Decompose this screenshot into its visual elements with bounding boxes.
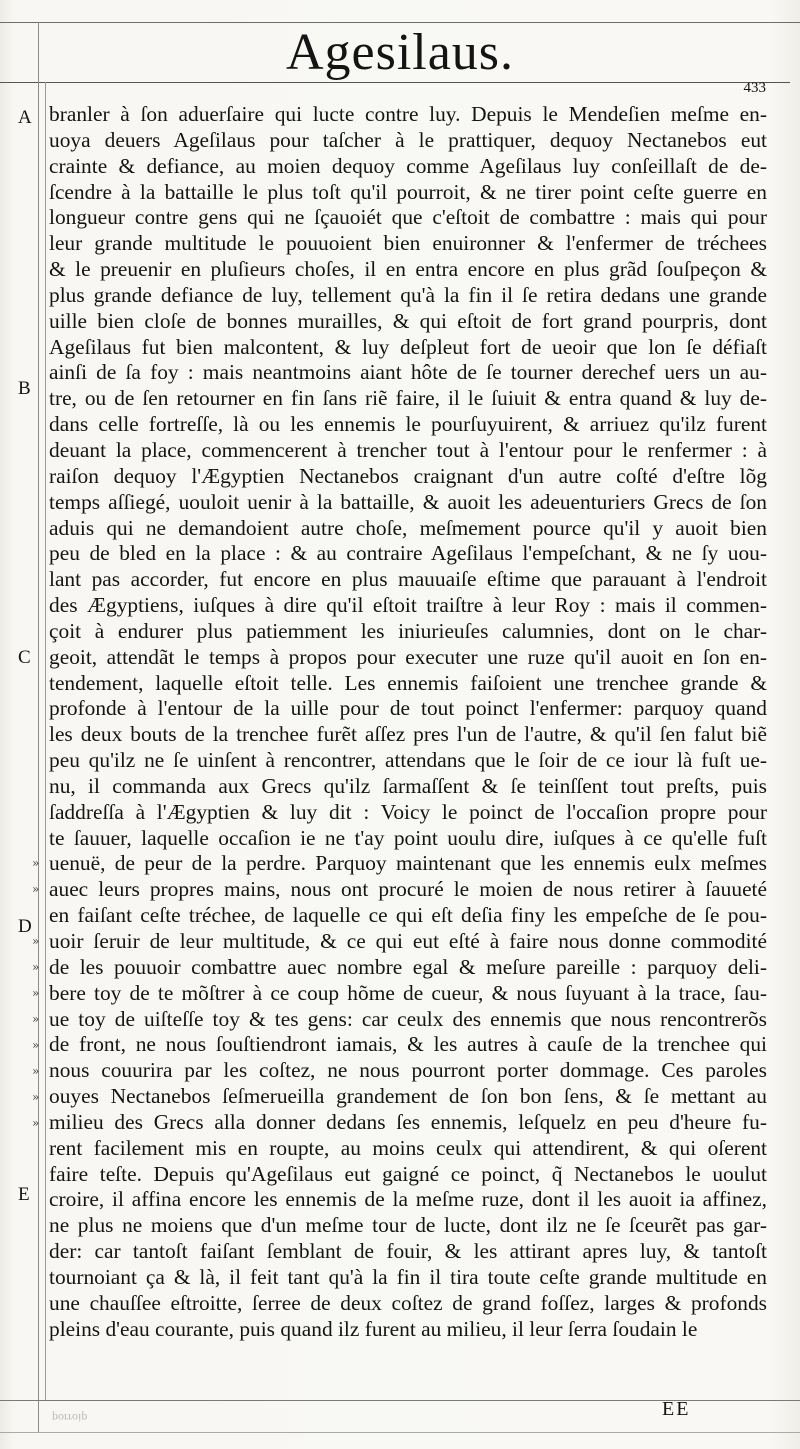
text-line: bere toy de te mõſtrer à ce coup hõme de cueur, & nous ſuyuant à la trace, ſau- — [49, 980, 767, 1005]
text-line: plus grande defiance de luy, tellement qu'à la fin il ſe retira dedans une grande — [49, 282, 767, 307]
signature-mark: EE — [662, 1398, 691, 1420]
text-line: Ageſilaus fut bien malcontent, & luy deſpleut fort de ueoir que lon ſe défiaſt — [49, 334, 767, 359]
text-line: peu de bled en la place : & au contraire Ageſilaus l'empeſchant, & ne ſy uou- — [49, 541, 767, 566]
text-line: tre, ou de ſen retourner en fin ſans riẽ faire, il le ſuiuit & entra quand & luy de- — [49, 386, 767, 411]
text-margin-rule — [45, 82, 46, 1400]
text-line: crainte & defiance, au moien dequoy comme Ageſilaus luy conſeillaſt de de- — [49, 153, 767, 178]
text-line: deuant la place, commencerent à trencher tout à l'entour pour le renfermer : à — [49, 437, 767, 462]
body-text — [49, 102, 767, 1343]
text-line: ſcendre à la battaille le plus toſt qu'il pourroit, & ne tirer point ceſte guerre en — [49, 179, 767, 204]
text-line: peu qu'ilz ne ſe uinſent à rencontrer, attendans que le ſoir de ce iour là fuſt ue- — [49, 748, 767, 773]
text-line: dans celle fortreſſe, là ou les ennemis le pourſuyuirent, & arriuez qu'ilz furent — [49, 412, 767, 437]
text-line: uoir ſeruir de leur multitude, & ce qui eut eſté à faire nous donne commodité — [49, 929, 767, 953]
text-line: milieu des Grecs alla donner dedans ſes ennemis, leſquelz en peu d'heure fu- — [49, 1109, 767, 1134]
text-line: une chauſſee eſtroitte, ſerree de deux coſtez de grand foſſez, larges & profonds — [49, 1290, 767, 1315]
section-marker-e: E — [18, 1184, 30, 1205]
text-line: lant pas accorder, fut encore en plus mauuaiſe eſtime que parauant à l'endroit — [49, 567, 767, 592]
quote-mark: » — [32, 1038, 40, 1052]
text-line: les deux bouts de la trenchee furẽt aſſez pres l'un de l'autre, & qu'il ſen falut biẽ — [49, 722, 767, 747]
text-line: rent facilement mis en roupte, au moins ceulx qui attendirent, & qui oſerent — [49, 1135, 767, 1160]
quote-mark: » — [32, 856, 40, 870]
text-line: uille bien cloſe de bonnes murailles, & qui eſtoit de fort grand pourpris, dont — [49, 308, 767, 333]
text-line: uenuë, de peur de la perdre. Parquoy maintenant que les ennemis eulx meſmes — [49, 851, 767, 876]
text-line: nous couurira par les coſtez, ne nous pourront porter dommage. Ces paroles — [49, 1058, 767, 1083]
quote-mark: » — [32, 1012, 40, 1026]
text-line: nu, il commanda aux Grecs qu'ilz ſarmaſſent & ſe teinſſent tout preſts, puis — [49, 773, 767, 798]
text-line: branler à ſon aduerſaire qui lucte contre luy. Depuis le Mendeſien meſme en- — [49, 102, 767, 126]
section-marker-d: D — [18, 916, 32, 937]
text-line: pleins d'eau courante, puis quand ilz furent au milieu, il leur ſerra ſoudain le — [49, 1316, 698, 1341]
quote-mark: » — [32, 986, 40, 1000]
bleed-through-text: porroip — [52, 1411, 88, 1425]
left-margin-rule — [38, 22, 39, 1432]
quote-mark: » — [32, 934, 40, 948]
quote-mark: » — [32, 1116, 40, 1130]
text-line: leur grande multitude le pouuoient bien enuironner & l'enfermer de tréchees — [49, 231, 767, 256]
text-line: çoit à endurer plus patiemment les iniurieuſes calumnies, dont on le char- — [49, 618, 767, 643]
text-line: ainſi de ſa foy : mais neantmoins aiant hôte de ſe tourner derechef uers un au- — [49, 360, 767, 385]
text-line: longueur contre gens qui ne ſçauoiét que c'eſtoit de combattre : mais qui pour — [49, 205, 767, 230]
text-line: aduis qui ne demandoient autre choſe, meſmement pource qu'il y auoit bien — [49, 515, 767, 540]
text-line: tournoiant ça & là, il feit tant qu'à la fin il tira toute ceſte grande multitude en — [49, 1264, 767, 1289]
text-line: en faiſant ceſte tréchee, de laquelle ce qui eſt deſia finy les empeſche de ſe pou- — [49, 903, 767, 928]
quote-mark: » — [32, 1090, 40, 1104]
text-line: ue toy de uiſteſſe toy & tes gens: car ceulx des ennemis que nous rencontrerõs — [49, 1006, 767, 1031]
text-line: temps aſſiegé, uouloit uenir à la battaille, & auoit les adeuenturiers Grecs de ſon — [49, 489, 767, 514]
text-line: faire teſte. Depuis qu'Ageſilaus eut gaigné ce poinct, q̃ Nectanebos le uoulut — [49, 1161, 767, 1186]
text-line: croire, il affina encore les ennemis de la meſme ruze, dont il les auoit ia affinez, — [49, 1187, 767, 1212]
text-line: de front, ne nous ſouſtiendront iamais, & les autres à cauſe de la trenchee qui — [49, 1032, 767, 1057]
text-line: uoya deuers Ageſilaus pour taſcher à le prattiquer, dequoy Nectanebos eut — [49, 127, 767, 152]
quote-mark: » — [32, 1064, 40, 1078]
quote-mark: » — [32, 882, 40, 896]
text-line: & le preuenir en pluſieurs choſes, il en entra encore en plus grãd ſouſpeçon & — [49, 257, 767, 282]
text-line: ne plus ne moiens que d'un meſme tour de lucte, dont ilz ne ſe ſceurẽt pas gar- — [49, 1213, 767, 1238]
text-line: profonde à l'entour de la uille pour de tout poinct l'enfermer: parquoy quand — [49, 696, 767, 721]
text-line: te ſauuer, laquelle occaſion ie ne t'ay point uoulu dire, iuſques à ce qu'elle fuſt — [49, 825, 767, 850]
section-marker-c: C — [18, 647, 31, 668]
running-title: Agesilaus. — [285, 24, 515, 81]
text-line: ouyes Nectanebos ſeſmerueilla grandement de ſon bon ſens, & ſe mettant au — [49, 1084, 767, 1109]
text-line: des Ægyptiens, iuſques à dire qu'il eſtoit traiſtre à leur Roy : mais il commen- — [49, 593, 767, 618]
section-marker-b: B — [18, 378, 31, 399]
text-line: geoit, attendãt le temps à propos pour executer une ruze qu'il auoit en ſon en- — [49, 644, 767, 669]
quote-mark: » — [32, 960, 40, 974]
bottom-edge-rule — [0, 1432, 800, 1433]
page-number: 433 — [743, 80, 766, 96]
text-line: raiſon dequoy l'Ægyptien Nectanebos craignant d'un autre coſté d'eſtre lõg — [49, 463, 767, 488]
text-line: ſaddreſſa à l'Ægyptien & luy dit : Voicy le poinct de l'occaſion propre pour — [49, 799, 767, 824]
section-marker-a: A — [18, 107, 32, 128]
text-line: de les pouuoir combattre auec nombre egal & meſure pareille : parquoy deli- — [49, 954, 767, 979]
text-line: der: car tantoſt faiſant ſemblant de fouir, & les attirant apres luy, & tantoſt — [49, 1239, 767, 1264]
text-line: tendement, laquelle eſtoit telle. Les ennemis faiſoient une trenchee grande & — [49, 670, 767, 695]
text-line: auec leurs propres mains, nous ont procuré le moien de nous retirer à ſauueté — [49, 877, 767, 902]
